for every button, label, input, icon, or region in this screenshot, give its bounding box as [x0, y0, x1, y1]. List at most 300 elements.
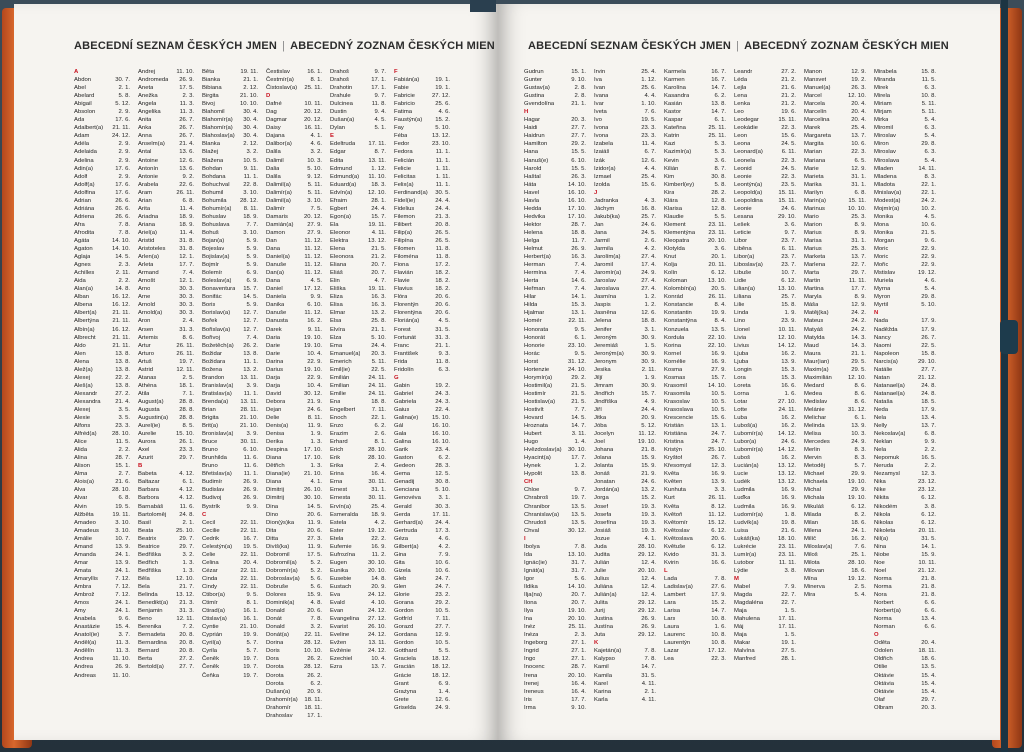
name-day-date: 2. 8. [574, 93, 586, 100]
name-entry [74, 124, 130, 132]
name-entry [874, 575, 936, 583]
name-day-date: 13. 11. [240, 374, 258, 381]
name-day-date: 25. 4. [641, 173, 656, 180]
name-text: Marta [804, 270, 820, 277]
name-day-date: 11. 3. [179, 101, 194, 108]
name-entry [394, 301, 450, 309]
name-entry [138, 623, 194, 631]
name-entry [664, 422, 726, 430]
name-day-date: 6. 3. [924, 85, 936, 92]
name-text: Kaspar [664, 117, 683, 124]
name-day-date: 23. 5. [781, 181, 796, 188]
name-day-date: 11. 10. [176, 69, 194, 75]
name-day-date: 13. 4. [921, 415, 936, 422]
name-text: Erich [330, 447, 344, 454]
name-text: Horymír(a) [524, 374, 553, 381]
name-text: Lenka [734, 101, 751, 108]
name-entry [734, 551, 796, 559]
name-day-date: 22. 3. [851, 149, 866, 156]
name-text: Celie [202, 551, 216, 558]
name-text: Nikolas [874, 519, 894, 526]
name-entry [138, 92, 194, 100]
name-text: Dušan(a) [266, 688, 291, 695]
name-day-date: 6. 6. [924, 624, 936, 631]
name-text: Květoň [664, 511, 683, 518]
name-entry [330, 100, 386, 108]
name-day-date: 3. 10. [307, 197, 322, 204]
name-text: Marlena [804, 262, 826, 269]
name-text: Ctimír [202, 600, 218, 607]
name-entry [266, 157, 322, 165]
name-text: Amand [74, 543, 93, 550]
name-entry [524, 309, 586, 317]
name-text: Marketa [804, 254, 826, 261]
name-text: Danusta [266, 318, 288, 325]
name-entry [664, 213, 726, 221]
name-day-date: 18. 6. [851, 567, 866, 574]
elastic-closure-band [1001, 0, 1008, 752]
name-entry [266, 277, 322, 285]
name-day-date: 12. 3. [921, 471, 936, 478]
name-day-date: 4. 2. [644, 246, 656, 253]
name-entry [202, 663, 258, 671]
name-text: Martin [804, 278, 821, 285]
name-day-date: 21. 8. [921, 584, 936, 590]
name-text: Marieta [804, 173, 824, 180]
name-text: Anděl(a) [74, 640, 97, 647]
name-day-date: 29. 5. [851, 358, 866, 365]
name-entry [664, 309, 726, 317]
name-entry [394, 157, 450, 165]
name-text: Karina [594, 688, 612, 695]
name-day-date: 29. 12. [637, 632, 656, 639]
name-entry [74, 157, 130, 165]
name-entry [874, 205, 936, 213]
name-text: Dalibor(a) [266, 141, 292, 148]
name-entry [734, 406, 796, 414]
name-text: Dina [266, 503, 279, 510]
name-day-date: 14. 10. [111, 246, 130, 253]
name-day-date: 22. 1. [371, 415, 386, 422]
name-text: Budimír [202, 479, 223, 486]
name-day-date: 24. 6. [307, 406, 322, 413]
name-entry [266, 269, 322, 277]
name-day-date: 27. 9. [307, 229, 322, 236]
name-entry [524, 285, 586, 293]
name-text: Grete [394, 696, 409, 703]
name-text: Eustach [330, 584, 352, 590]
name-day-date: 24. 9. [435, 704, 450, 711]
name-text: Damon [266, 229, 285, 236]
name-text: Azurit [138, 455, 154, 462]
name-entry [394, 350, 450, 358]
name-text: Astrid [138, 366, 154, 373]
name-text: Abigail [74, 101, 92, 108]
name-text: Danuše [266, 262, 287, 269]
name-day-date: 5. 10. [307, 165, 322, 172]
name-day-date: 5. 11. [921, 109, 936, 116]
name-text: Karel [594, 680, 608, 687]
name-text: Elvíra [330, 326, 346, 333]
name-entry [664, 277, 726, 285]
name-day-date: 20. 7. [571, 592, 586, 599]
name-text: Ljuba [734, 350, 749, 357]
name-entry [524, 704, 586, 712]
name-entry [874, 438, 936, 446]
name-text: Magda [734, 592, 753, 599]
name-entry [330, 631, 386, 639]
name-entry [330, 229, 386, 237]
name-text: L [664, 567, 668, 574]
name-text: Natálie [874, 366, 893, 373]
name-text: Milíč [804, 535, 817, 542]
name-day-date: 15. 8. [921, 350, 936, 357]
name-day-date: 24. 12. [367, 608, 386, 615]
name-text: August(a) [138, 398, 164, 405]
name-text: Ada [74, 117, 85, 124]
name-entry [874, 334, 936, 342]
name-day-date: 9. 3. [438, 350, 450, 357]
name-text: Alen [74, 350, 86, 357]
name-text: Cyprián [202, 632, 223, 639]
name-day-date: 11. 2. [371, 551, 386, 558]
name-day-date: 23. 11. [708, 221, 726, 228]
name-entry [664, 181, 726, 189]
name-day-date: 9. 9. [246, 503, 258, 510]
name-column [330, 68, 386, 672]
name-entry [524, 639, 586, 647]
name-day-date: 27. 1. [571, 640, 586, 647]
name-entry [202, 583, 258, 591]
name-text: Achilles [74, 270, 95, 277]
name-text: Dalia [266, 165, 280, 172]
name-entry [594, 293, 656, 301]
name-day-date: 7. 4. [182, 270, 194, 277]
name-entry [330, 326, 386, 334]
name-entry [74, 358, 130, 366]
name-day-date: 19. 3. [641, 519, 656, 526]
name-entry [394, 599, 450, 607]
name-entry [138, 366, 194, 374]
name-day-date: 26. 11. [176, 342, 194, 349]
name-text: Despina [266, 447, 288, 454]
name-text: Lionel [734, 326, 750, 333]
name-entry [734, 157, 796, 165]
name-text: Ilja(na) [524, 592, 543, 599]
name-text: Eusebie [330, 575, 352, 582]
name-entry [594, 124, 656, 132]
name-entry [734, 494, 796, 502]
name-day-date: 24. 8. [179, 511, 194, 518]
name-entry [804, 108, 866, 116]
name-text: Edvín(a) [330, 189, 353, 196]
name-entry [594, 446, 656, 454]
name-day-date: 16. 6. [711, 559, 726, 566]
name-text: Klement [664, 221, 686, 228]
name-text: Cindy [202, 584, 218, 590]
name-text: I [524, 535, 526, 542]
name-day-date: 6. 9. [438, 680, 450, 687]
name-text: Edgar [330, 149, 346, 156]
name-day-date: 27. 12. [431, 93, 450, 100]
name-day-date: 24. 4. [371, 205, 386, 212]
name-text: Dobruše [266, 584, 289, 590]
name-day-date: 5. 3. [714, 141, 726, 148]
name-text: Mstislav [874, 270, 896, 277]
name-entry [266, 76, 322, 84]
name-text: Inéza [524, 632, 539, 639]
name-text: Amos [74, 600, 90, 607]
name-text: Adam [74, 133, 90, 140]
name-entry [524, 269, 586, 277]
name-day-date: 6. 12. [711, 527, 726, 534]
name-entry [330, 639, 386, 647]
name-entry [594, 438, 656, 446]
name-day-date: 27. 7. [435, 624, 450, 631]
name-day-date: 16. 4. [571, 688, 586, 695]
name-text: Donald [266, 608, 285, 615]
name-entry [664, 446, 726, 454]
name-day-date: 1. 9. [644, 374, 656, 381]
name-entry [524, 173, 586, 181]
name-entry [330, 253, 386, 261]
name-text: Klarisa [664, 205, 683, 212]
name-day-date: 19. 1. [781, 640, 796, 647]
name-day-date: 18. 2. [435, 278, 450, 285]
name-entry [394, 607, 450, 615]
name-text: Jindřich [594, 390, 615, 397]
name-entry [266, 358, 322, 366]
name-day-date: 17. 4. [641, 262, 656, 269]
name-entry [266, 422, 322, 430]
name-entry [874, 422, 936, 430]
name-entry [202, 374, 258, 382]
name-text: Jolana [594, 455, 612, 462]
name-text: Neklan [874, 439, 893, 446]
name-text: Derika [266, 439, 284, 446]
name-text: Bruno [202, 447, 218, 454]
name-entry [734, 293, 796, 301]
name-text: Lejla [734, 85, 747, 92]
name-text: Jelena [594, 318, 612, 325]
name-text: Koloman [664, 278, 688, 285]
name-entry [874, 124, 936, 132]
name-day-date: 5. 9. [246, 246, 258, 253]
name-day-date: 22. 11. [240, 567, 258, 574]
name-day-date: 30. 9. [641, 358, 656, 365]
name-entry [138, 551, 194, 559]
name-entry [138, 494, 194, 502]
name-day-date: 16. 4. [571, 680, 586, 687]
name-text: Karmela [664, 69, 686, 75]
name-entry [266, 511, 322, 519]
name-entry [664, 350, 726, 358]
name-entry [138, 108, 194, 116]
name-day-date: 6. 10. [307, 302, 322, 309]
name-entry [734, 647, 796, 655]
name-text: Léda [734, 77, 748, 84]
name-day-date: 31. 3. [711, 551, 726, 558]
name-day-date: 25. 6. [641, 85, 656, 92]
name-entry [804, 583, 866, 591]
name-day-date: 23. 4. [435, 447, 450, 454]
name-text: Alena [74, 358, 90, 365]
name-entry [874, 567, 936, 575]
name-entry [804, 197, 866, 205]
name-text: Jindřiška [594, 398, 618, 405]
name-text: Nepomuk [874, 455, 900, 462]
name-entry [138, 261, 194, 269]
name-text: Ezechiel [330, 656, 353, 663]
name-entry [734, 317, 796, 325]
name-text: Kosmas [664, 374, 686, 381]
name-text: Karmen [664, 77, 685, 84]
name-day-date: 6. 2. [714, 93, 726, 100]
name-entry [266, 639, 322, 647]
name-entry [138, 567, 194, 575]
name-text: Mína [804, 575, 818, 582]
name-text: Hilda [524, 302, 538, 309]
name-day-date: 8. 7. [714, 165, 726, 172]
name-entry [734, 374, 796, 382]
name-day-date: 24. 2. [851, 310, 866, 317]
name-day-date: 19. 3. [641, 527, 656, 534]
name-text: Berenika [138, 624, 162, 631]
name-text: Augusta [138, 406, 160, 413]
name-day-date: 19. 12. [367, 527, 386, 534]
name-text: Amadeus [74, 527, 99, 534]
name-text: Kristina [664, 439, 684, 446]
name-text: Kazi [664, 141, 676, 148]
name-entry [874, 197, 936, 205]
name-day-date: 16. 3. [371, 294, 386, 301]
name-text: Augustin(a) [138, 415, 169, 422]
name-entry [594, 655, 656, 663]
name-day-date: 15. 5. [571, 149, 586, 156]
name-column [74, 68, 130, 680]
name-day-date: 21. 6. [115, 479, 130, 486]
name-text: Odolen [874, 648, 893, 655]
name-text: Kornélie [664, 358, 686, 365]
name-entry [394, 358, 450, 366]
name-entry [734, 422, 796, 430]
name-day-date: 12. 10. [777, 334, 796, 341]
name-text: Bratislav(a) [202, 390, 232, 397]
name-text: Gerald [394, 503, 412, 510]
name-text: Darius [266, 366, 284, 373]
name-text: Inéz [524, 624, 536, 631]
name-entry [266, 615, 322, 623]
name-text: Gordon [394, 608, 414, 615]
name-text: Dorota [266, 664, 284, 671]
name-text: Abdon [74, 77, 92, 84]
name-text: Baltazar [138, 479, 160, 486]
name-entry [138, 631, 194, 639]
name-entry [138, 503, 194, 511]
name-entry [664, 454, 726, 462]
name-text: Josef [594, 503, 609, 510]
name-day-date: 14. 1. [571, 294, 586, 301]
name-day-date: 2. 3. [574, 632, 586, 639]
name-entry [734, 655, 796, 663]
name-text: E [330, 133, 334, 140]
name-text: Adolf(a) [74, 181, 95, 188]
name-text: Gvendolína [524, 101, 555, 108]
name-entry [664, 543, 726, 551]
name-text: Alban [74, 294, 90, 301]
name-text: Konstantýna [664, 318, 697, 325]
name-entry [74, 309, 130, 317]
name-entry [734, 165, 796, 173]
name-entry [394, 261, 450, 269]
name-entry [74, 301, 130, 309]
name-day-date: 27. 7. [571, 133, 586, 140]
name-entry [734, 486, 796, 494]
name-text: Květa [664, 471, 680, 478]
name-text: Aurel(ie) [138, 423, 161, 430]
name-entry [804, 173, 866, 181]
name-text: Manon [804, 69, 823, 75]
name-text: Narcis(a) [874, 358, 898, 365]
name-day-date: 16. 2. [781, 350, 796, 357]
name-entry [74, 205, 130, 213]
name-text: Nelly [874, 423, 888, 430]
name-entry [874, 430, 936, 438]
name-text: Jonáš [594, 471, 610, 478]
name-entry [594, 374, 656, 382]
name-text: Běla [138, 575, 150, 582]
name-entry [734, 148, 796, 156]
name-day-date: 14. 1. [921, 543, 936, 550]
name-text: Joel [594, 439, 605, 446]
name-entry [874, 470, 936, 478]
name-text: Denis(a) [266, 423, 289, 430]
name-text: Dimitrij [266, 487, 284, 494]
name-day-date: 21. 10. [239, 624, 258, 631]
name-entry [734, 599, 796, 607]
name-entry [394, 221, 450, 229]
name-day-date: 21. 5. [571, 390, 586, 397]
name-text: Arlen(a) [138, 254, 159, 261]
name-entry [266, 438, 322, 446]
name-entry [734, 366, 796, 374]
name-day-date: 15. 4. [921, 672, 936, 679]
name-day-date: 27. 4. [641, 286, 656, 293]
name-entry [594, 76, 656, 84]
name-entry [594, 253, 656, 261]
name-entry [138, 575, 194, 583]
name-day-date: 23. 11. [778, 551, 796, 558]
name-entry [138, 591, 194, 599]
name-day-date: 5. 7. [246, 648, 258, 655]
name-entry [594, 157, 656, 165]
name-entry [74, 165, 130, 173]
name-day-date: 31. 7. [571, 567, 586, 574]
name-text: Antonín [138, 165, 159, 172]
name-text: Gordon [394, 640, 414, 647]
name-text: Jasmína [594, 294, 617, 301]
name-entry [664, 655, 726, 663]
name-day-date: 1. 9. [310, 431, 322, 438]
name-day-date: 24. 11. [368, 374, 386, 381]
name-day-date: 14. 7. [711, 85, 726, 92]
name-day-date: 9. 7. [574, 487, 586, 494]
name-text: Amy [74, 608, 86, 615]
name-entry [74, 494, 130, 502]
name-day-date: 24. 5. [781, 165, 796, 172]
name-text: Inocenc [524, 664, 545, 671]
name-entry [138, 181, 194, 189]
